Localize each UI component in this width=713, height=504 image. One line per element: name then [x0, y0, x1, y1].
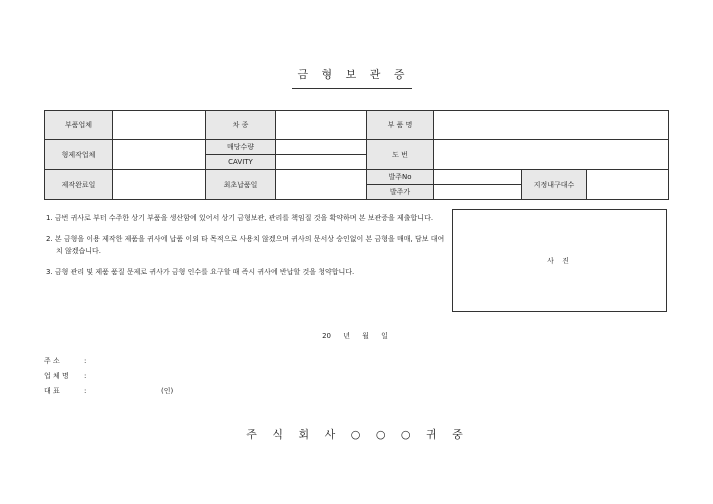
label-first-delivery-date: 최초납품일 [206, 170, 276, 200]
field-durability-count[interactable] [587, 170, 669, 200]
address-colon: : [84, 357, 87, 365]
representative-line [44, 386, 96, 396]
terms-list [46, 212, 446, 287]
label-part-name: 부 품 명 [367, 111, 434, 140]
seal-mark: (인) [161, 387, 174, 395]
field-completion-date[interactable] [113, 170, 206, 200]
representative-colon: : [84, 387, 87, 395]
company-colon: : [84, 372, 87, 380]
addressee-line: 주 식 회 사 ○ ○ ○ 귀 중 [246, 428, 466, 441]
label-order-price: 발주가 [367, 185, 434, 200]
field-mold-maker[interactable] [113, 140, 206, 170]
label-parts-company: 부품업체 [45, 111, 113, 140]
label-order-number: 발주No [367, 170, 434, 185]
date-line: 20 년 월 일 [322, 332, 388, 340]
label-cavity: CAVITY [206, 155, 276, 170]
address-label: 주 소 [44, 357, 60, 365]
field-cavity[interactable] [276, 155, 367, 170]
title-underline [292, 88, 412, 89]
field-part-name[interactable] [434, 111, 669, 140]
term-item: 1. 금번 귀사로 부터 수주한 상기 부품을 생산함에 있어서 상기 금형보관, 관리를 책임질 것을 확약하며 본 보관증을 제출합니다. [46, 214, 434, 222]
field-parts-company[interactable] [113, 111, 206, 140]
field-qty-per-sheet[interactable] [276, 140, 367, 155]
label-drawing-number: 도 번 [367, 140, 434, 170]
company-label: 업 체 명 [44, 372, 69, 380]
field-drawing-number[interactable] [434, 140, 669, 170]
label-qty-per-sheet: 매당수량 [206, 140, 276, 155]
representative-label: 대 표 [44, 387, 60, 395]
mold-info-table [44, 110, 669, 200]
label-vehicle-type: 차 종 [206, 111, 276, 140]
field-order-price[interactable] [434, 185, 522, 200]
address-line [44, 356, 96, 366]
photo-box [452, 209, 667, 312]
photo-label: 사 진 [547, 256, 572, 265]
label-durability-count: 지정내구대수 [522, 170, 587, 200]
document-title: 금 형 보 관 증 [297, 68, 407, 81]
field-vehicle-type[interactable] [276, 111, 367, 140]
company-line [44, 371, 96, 381]
term-item: 2. 본 금형을 이용 제작한 제품을 귀사에 납품 이외 타 목적으로 사용치 않겠으며 귀사의 문서상 승인없이 본 금형을 매매, 담보 대여치 않겠습니다. [46, 235, 445, 255]
field-order-number[interactable] [434, 170, 522, 185]
field-first-delivery-date[interactable] [276, 170, 367, 200]
term-item: 3. 금형 관리 및 제품 품질 문제로 귀사가 금형 인수를 요구할 때 즉시 귀사에 반납할 것을 청약합니다. [46, 268, 355, 276]
label-mold-maker: 형제작업체 [45, 140, 113, 170]
label-completion-date: 제작완료일 [45, 170, 113, 200]
